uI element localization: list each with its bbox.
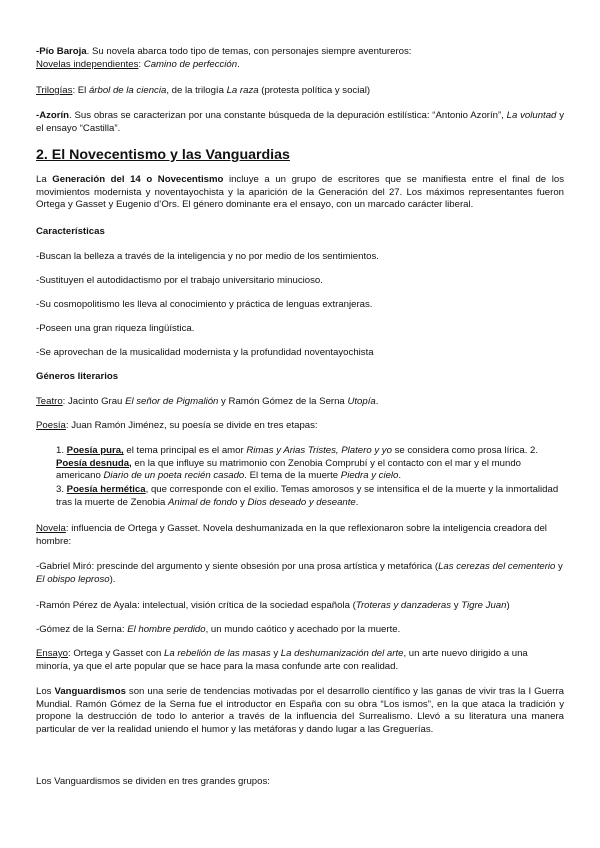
perez-line: -Ramón Pérez de Ayala: intelectual, visión crítica de la sociedad española (Troteras y danzaderas y Tigre Juan) [36,600,510,611]
ensayo-label: Ensayo [36,648,68,659]
miro-paragraph: -Gabriel Miró: prescinde del argumento y siente obsesión por una prosa artística y metafórica (Las cerezas del cementerio y El obispo leproso). [36,561,563,585]
gomez-line: -Gómez de la Serna: El hombre perdido, un mundo caótico y acechado por la muerte. [36,624,401,635]
poesia-label: Poesía [36,420,66,431]
novela-label: Novela [36,523,66,534]
caracteristica-item: -Se aprovechan de la musicalidad modernista y la profundidad noventayochista [36,347,374,358]
vanguardismos-paragraph: Los Vanguardismos son una serie de tendencias motivadas por el desarrollo científico y las ganas de vivir tras la I Guerra Mundial. Ramón Gómez de la Serna fue el introductor en España con su obra “Los ismos”, en la que ataca la tradición y propone la destrucción de todo lo anterior a través de la influencia del Surrealismo. Llevó a su literatura una manera particular de ver la realidad uniendo el humor y las metáforas y dando lugar a las Greguerías. [36,686,564,735]
azorin-name: -Azorín [36,110,70,121]
teatro-line: Teatro: Jacinto Grau El señor de Pigmalión y Ramón Gómez de la Serna Utopía. [36,396,379,407]
section-heading-wrap [36,147,564,164]
poesia-etapas-1-2: 1. Poesía pura, el tema principal es el amor Rimas y Arias Tristes, Platero y yo se considera como prosa lírica. 2. Poesía desnuda, en la que influye su matrimonio con Zenobia Comprubí y el contacto con el mar y el mundo americano Diario de un poeta recién casado. El tema de la muerte Piedra y cielo. [56,445,539,481]
caracteristica-item: -Sustituyen el autodidactismo por el trabajo universitario minucioso. [36,275,323,286]
generos-heading: Géneros literarios [36,371,119,382]
poesia-line: Poesía: Juan Ramón Jiménez, su poesía se divide en tres etapas: [36,420,318,431]
azorin-paragraph: -Azorín. Sus obras se caracterizan por una constante búsqueda de la depuración estilística: “Antonio Azorín”, La voluntad y el ensayo “Castilla”. [36,110,564,134]
ensayo-paragraph: Ensayo: Ortega y Gasset con La rebelión de las masas y La deshumanización del arte, un arte nuevo dirigido a una minoría, ya que el arte popular que se hace para la masa confunde arte con realidad. [36,648,528,672]
caracteristica-item: -Buscan la belleza a través de la inteligencia y no por medio de los sentimientos. [36,251,379,262]
trilogias-label: Trilogías [36,85,73,96]
baroja-paragraph: -Pío Baroja. Su novela abarca todo tipo de temas, con personajes siempre aventureros: Novelas independientes: Camino de perfección. [36,46,412,70]
caracteristicas-heading: Características [36,226,105,237]
baroja-name: -Pío Baroja [36,46,87,57]
novela-paragraph: Novela: influencia de Ortega y Gasset. Novela deshumanizada en la que reflexionaron sobre la inteligencia creadora del hombre: [36,523,547,547]
trilogias-line: Trilogías: El árbol de la ciencia, de la trilogía La raza (protesta política y social) [36,85,371,96]
vanguardismos-division: Los Vanguardismos se dividen en tres grandes grupos: [36,776,270,787]
novelas-label: Novelas independientes [36,58,139,70]
teatro-label: Teatro [36,396,63,407]
generacion-paragraph: La Generación del 14 o Novecentismo incluye a un grupo de escritores que se manifiesta entre el final de los movimientos modernista y noventayochista y la aparición de la Generación del 27. Los máximos representantes fueron Ortega y Gasset y Eugenio d’Ors. El género dominante era el ensayo, con un marcado carácter liberal. [36,174,564,210]
caracteristica-item: -Su cosmopolitismo les lleva al conocimiento y práctica de lenguas extranjeras. [36,299,373,310]
poesia-etapa-3: 3. Poesía hermética, que corresponde con el exilio. Temas amorosos y se intensifica el de la muerte y la inmortalidad tras la muerte de Zenobia Animal de fondo y Dios deseado y deseante. [56,484,559,508]
caracteristica-item: -Poseen una gran riqueza lingüística. [36,323,195,334]
section-heading: 2. El Novecentismo y las Vanguardias [36,147,290,163]
